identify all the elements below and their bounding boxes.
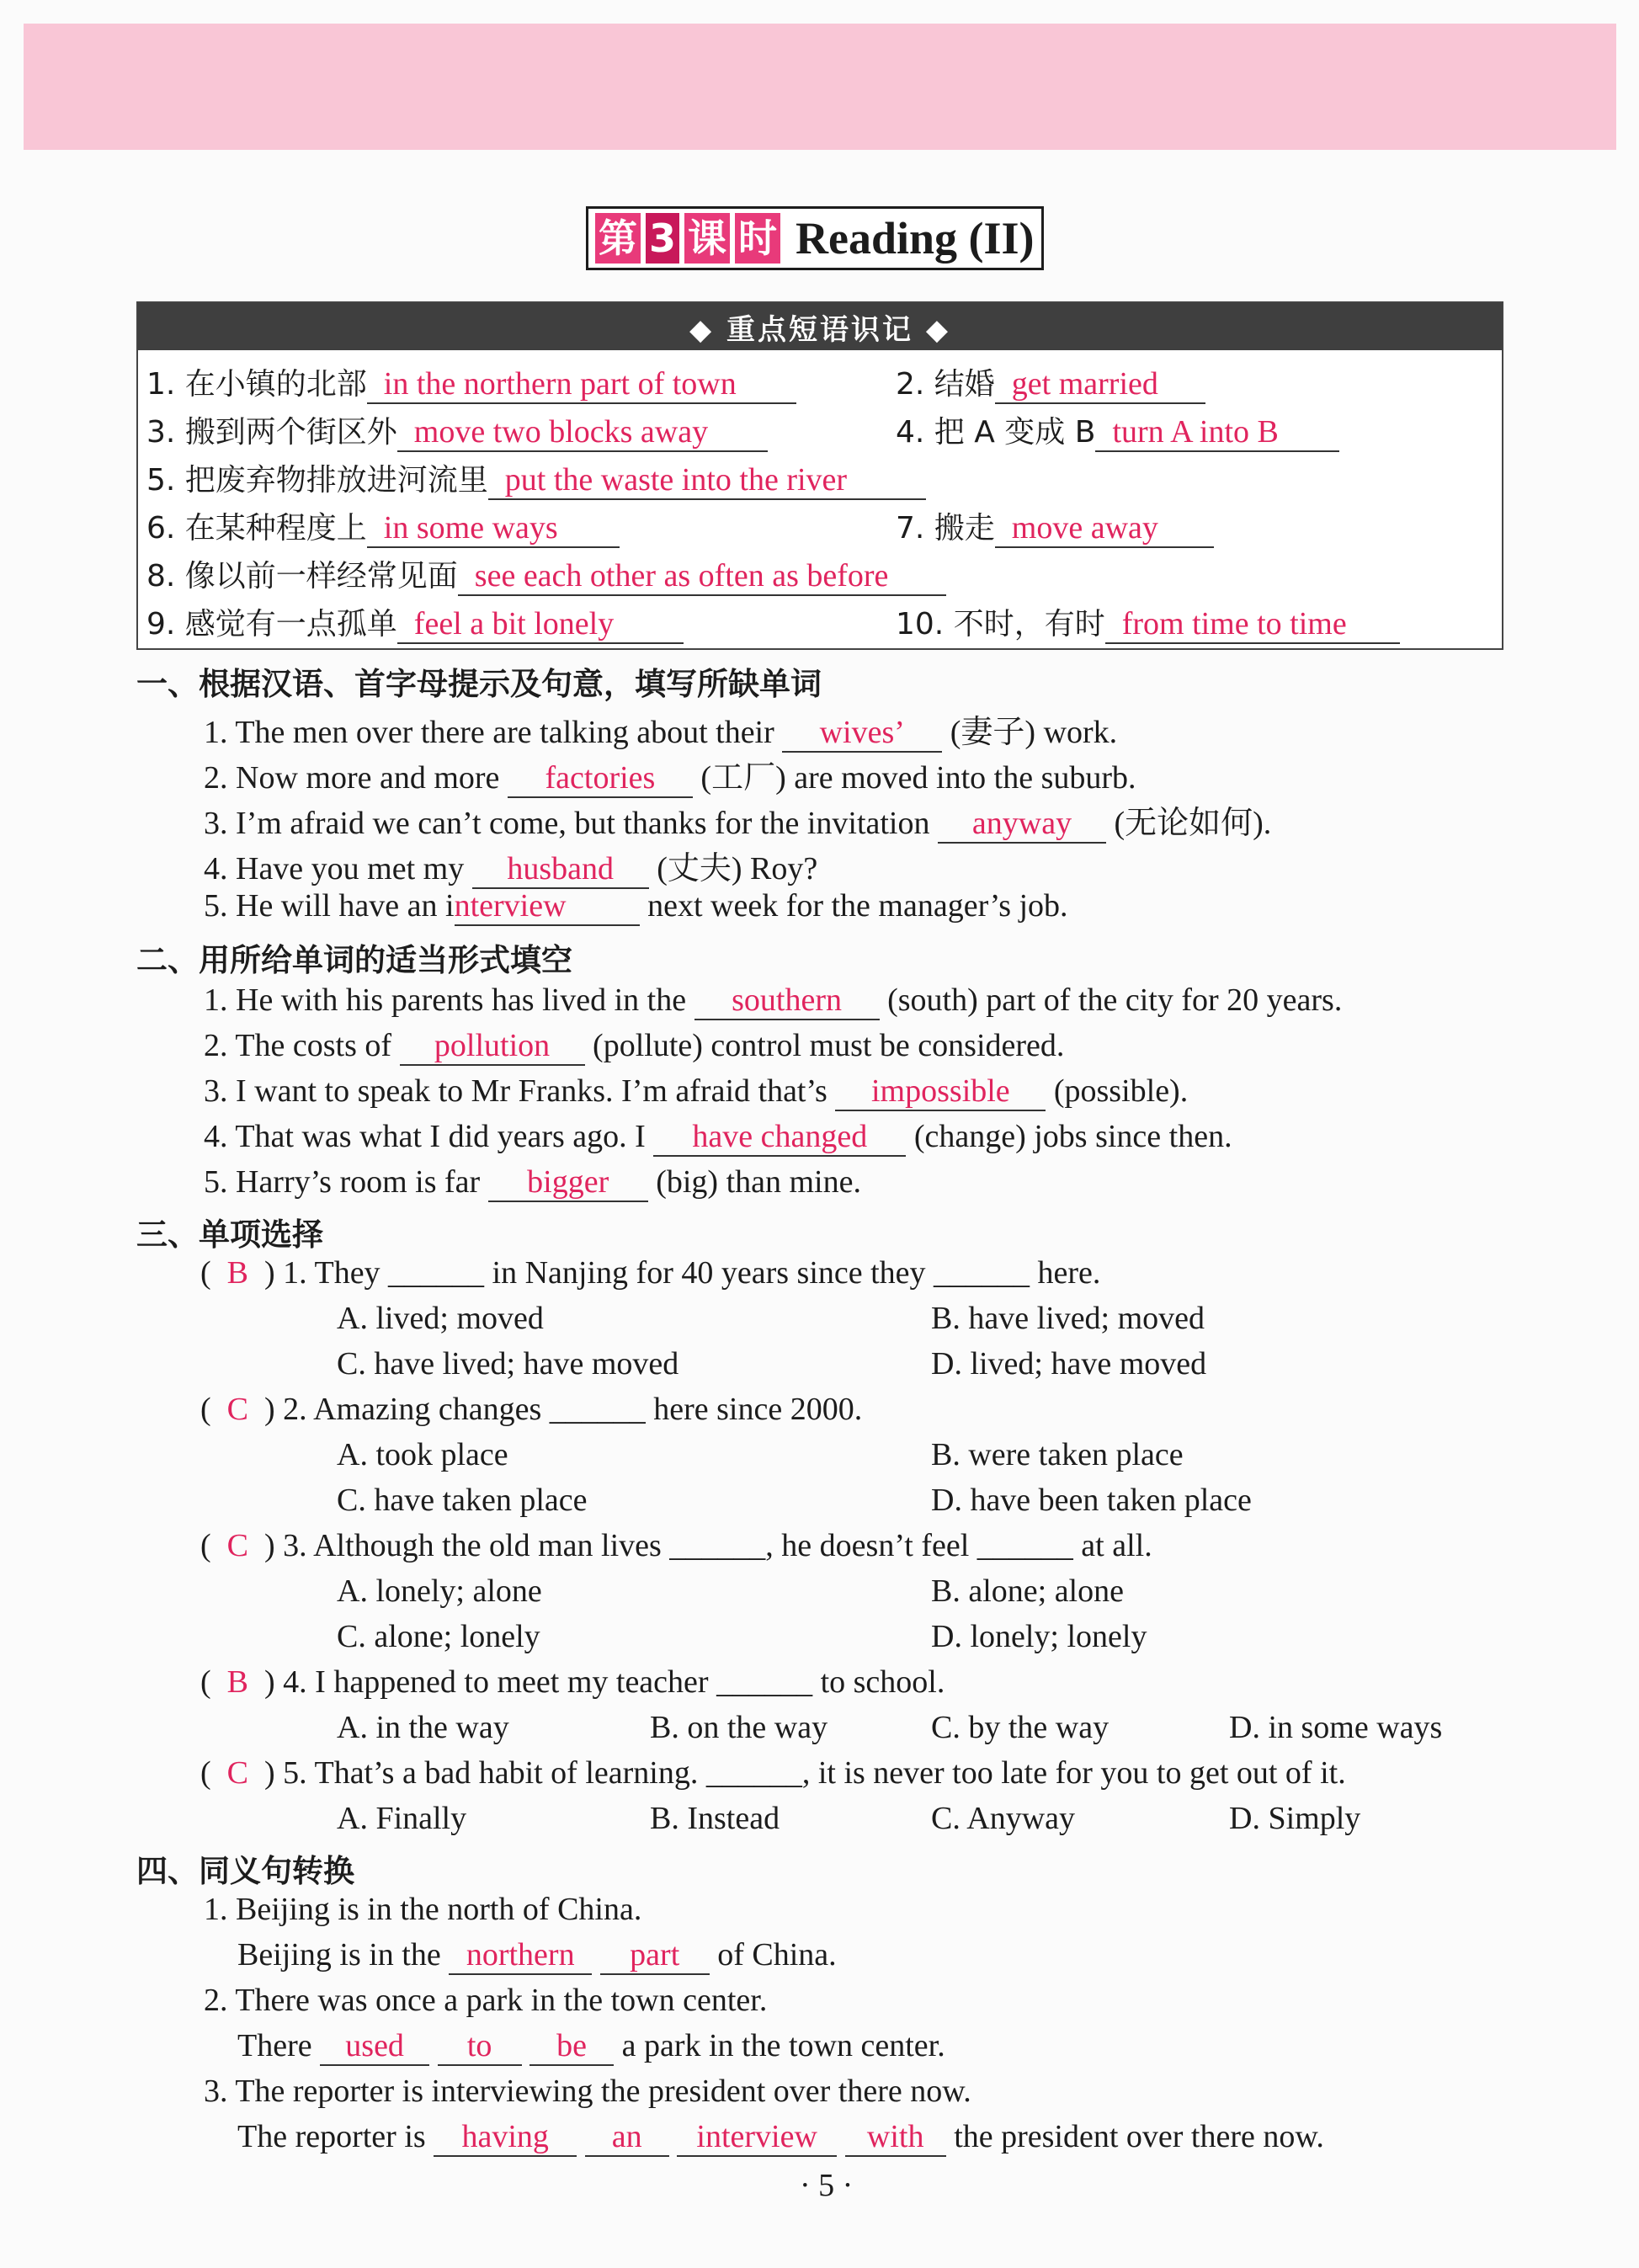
s2-item: 4. That was what I did years ago. I have changed (change) jobs since then. xyxy=(204,1118,1232,1157)
section-4-heading: 四、同义句转换 xyxy=(136,1853,354,1889)
phrase-item: 4. 把 A 变成 B turn A into B xyxy=(896,408,1339,452)
s1-item: 4. Have you met my husband (丈夫) Roy? xyxy=(204,842,817,889)
mc-option: B. have lived; moved xyxy=(931,1301,1205,1336)
s2-item: 2. The costs of pollution (pollute) control must be considered. xyxy=(204,1027,1064,1066)
mc-option: A. in the way xyxy=(337,1710,509,1745)
phrase-item: 9. 感觉有一点孤单 feel a bit lonely xyxy=(146,600,684,644)
key-phrases-heading: ◆ 重点短语识记 ◆ xyxy=(138,303,1502,350)
section-3-heading: 三、单项选择 xyxy=(136,1217,323,1253)
mc-answer: C xyxy=(226,1755,249,1791)
phrase-item: 1. 在小镇的北部 in the northern part of town xyxy=(146,360,796,404)
mc-option: C. have lived; have moved xyxy=(337,1346,679,1382)
s1-item: 2. Now more and more factories (工厂) are moved into the suburb. xyxy=(204,751,1136,798)
s4-rewrite: The reporter is having an interview with the president over there now. xyxy=(237,2118,1324,2157)
mc-answer: C xyxy=(226,1392,249,1427)
mc-question: ( C ) 3. Although the old man lives ______, he doesn’t feel ______ at all. xyxy=(200,1528,1152,1563)
mc-answer: B xyxy=(226,1255,249,1291)
mc-option: A. Finally xyxy=(337,1801,467,1836)
mc-option: C. Anyway xyxy=(931,1801,1075,1836)
s4-rewrite: Beijing is in the northern part of China. xyxy=(237,1936,837,1975)
s4-original: 1. Beijing is in the north of China. xyxy=(204,1892,642,1927)
mc-option: D. lonely; lonely xyxy=(931,1619,1147,1654)
section-2-heading: 二、用所给单词的适当形式填空 xyxy=(136,942,572,978)
title-english: Reading (II) xyxy=(796,213,1035,264)
key-phrases-box xyxy=(136,301,1503,650)
mc-option: D. Simply xyxy=(1229,1801,1361,1836)
title-char: 时 xyxy=(735,213,780,264)
mc-question: ( B ) 4. I happened to meet my teacher ______ to school. xyxy=(200,1664,945,1700)
mc-option: B. were taken place xyxy=(931,1437,1184,1472)
s1-item: 3. I’m afraid we can’t come, but thanks for the invitation anyway (无论如何). xyxy=(204,796,1271,844)
title-number: 3 xyxy=(646,213,679,264)
page-number: · 5 · xyxy=(800,2168,854,2203)
phrase-item: 3. 搬到两个街区外 move two blocks away xyxy=(146,408,768,452)
phrase-item: 2. 结婚 get married xyxy=(896,360,1205,404)
title-char: 第 xyxy=(595,213,641,264)
mc-question: ( C ) 2. Amazing changes ______ here since 2000. xyxy=(200,1392,863,1427)
phrase-item: 8. 像以前一样经常见面 see each other as often as before xyxy=(146,552,946,596)
mc-option: B. Instead xyxy=(650,1801,780,1836)
title-char: 课 xyxy=(684,213,730,264)
mc-option: B. alone; alone xyxy=(931,1573,1124,1609)
s4-original: 2. There was once a park in the town center. xyxy=(204,1983,768,2018)
mc-option: C. by the way xyxy=(931,1710,1110,1745)
s4-original: 3. The reporter is interviewing the president over there now. xyxy=(204,2074,971,2109)
phrase-item: 10. 不时，有时 from time to time xyxy=(896,600,1400,644)
phrase-item: 5. 把废弃物排放进河流里 put the waste into the river xyxy=(146,456,926,500)
s2-item: 1. He with his parents has lived in the southern (south) part of the city for 20 years. xyxy=(204,982,1342,1020)
lesson-title xyxy=(586,205,1044,271)
s2-item: 3. I want to speak to Mr Franks. I’m afraid that’s impossible (possible). xyxy=(204,1073,1188,1111)
mc-option: A. lived; moved xyxy=(337,1301,544,1336)
mc-question: ( B ) 1. They ______ in Nanjing for 40 years since they ______ here. xyxy=(200,1255,1101,1291)
s4-rewrite: There used to be a park in the town center. xyxy=(237,2027,945,2066)
mc-option: D. have been taken place xyxy=(931,1483,1252,1518)
mc-option: D. in some ways xyxy=(1229,1710,1443,1745)
phrase-item: 6. 在某种程度上 in some ways xyxy=(146,504,620,548)
section-1-heading: 一、根据汉语、首字母提示及句意，填写所缺单词 xyxy=(136,666,822,702)
mc-option: A. lonely; alone xyxy=(337,1573,542,1609)
mc-option: D. lived; have moved xyxy=(931,1346,1207,1382)
phrase-item: 7. 搬走 move away xyxy=(896,504,1214,548)
mc-question: ( C ) 5. That’s a bad habit of learning. ______, it is never too late for you to get out of it. xyxy=(200,1755,1346,1791)
mc-option: C. alone; lonely xyxy=(337,1619,540,1654)
mc-answer: B xyxy=(226,1664,249,1700)
s1-item: 5. He will have an interview next week for the manager’s job. xyxy=(204,887,1068,926)
mc-option: C. have taken place xyxy=(337,1483,588,1518)
mc-option: B. on the way xyxy=(650,1710,828,1745)
mc-answer: C xyxy=(226,1528,249,1563)
s1-item: 1. The men over there are talking about their wives’ (妻子) work. xyxy=(204,705,1117,753)
s2-item: 5. Harry’s room is far bigger (big) than mine. xyxy=(204,1163,861,1202)
title-box xyxy=(586,206,1044,270)
mc-option: A. took place xyxy=(337,1437,508,1472)
